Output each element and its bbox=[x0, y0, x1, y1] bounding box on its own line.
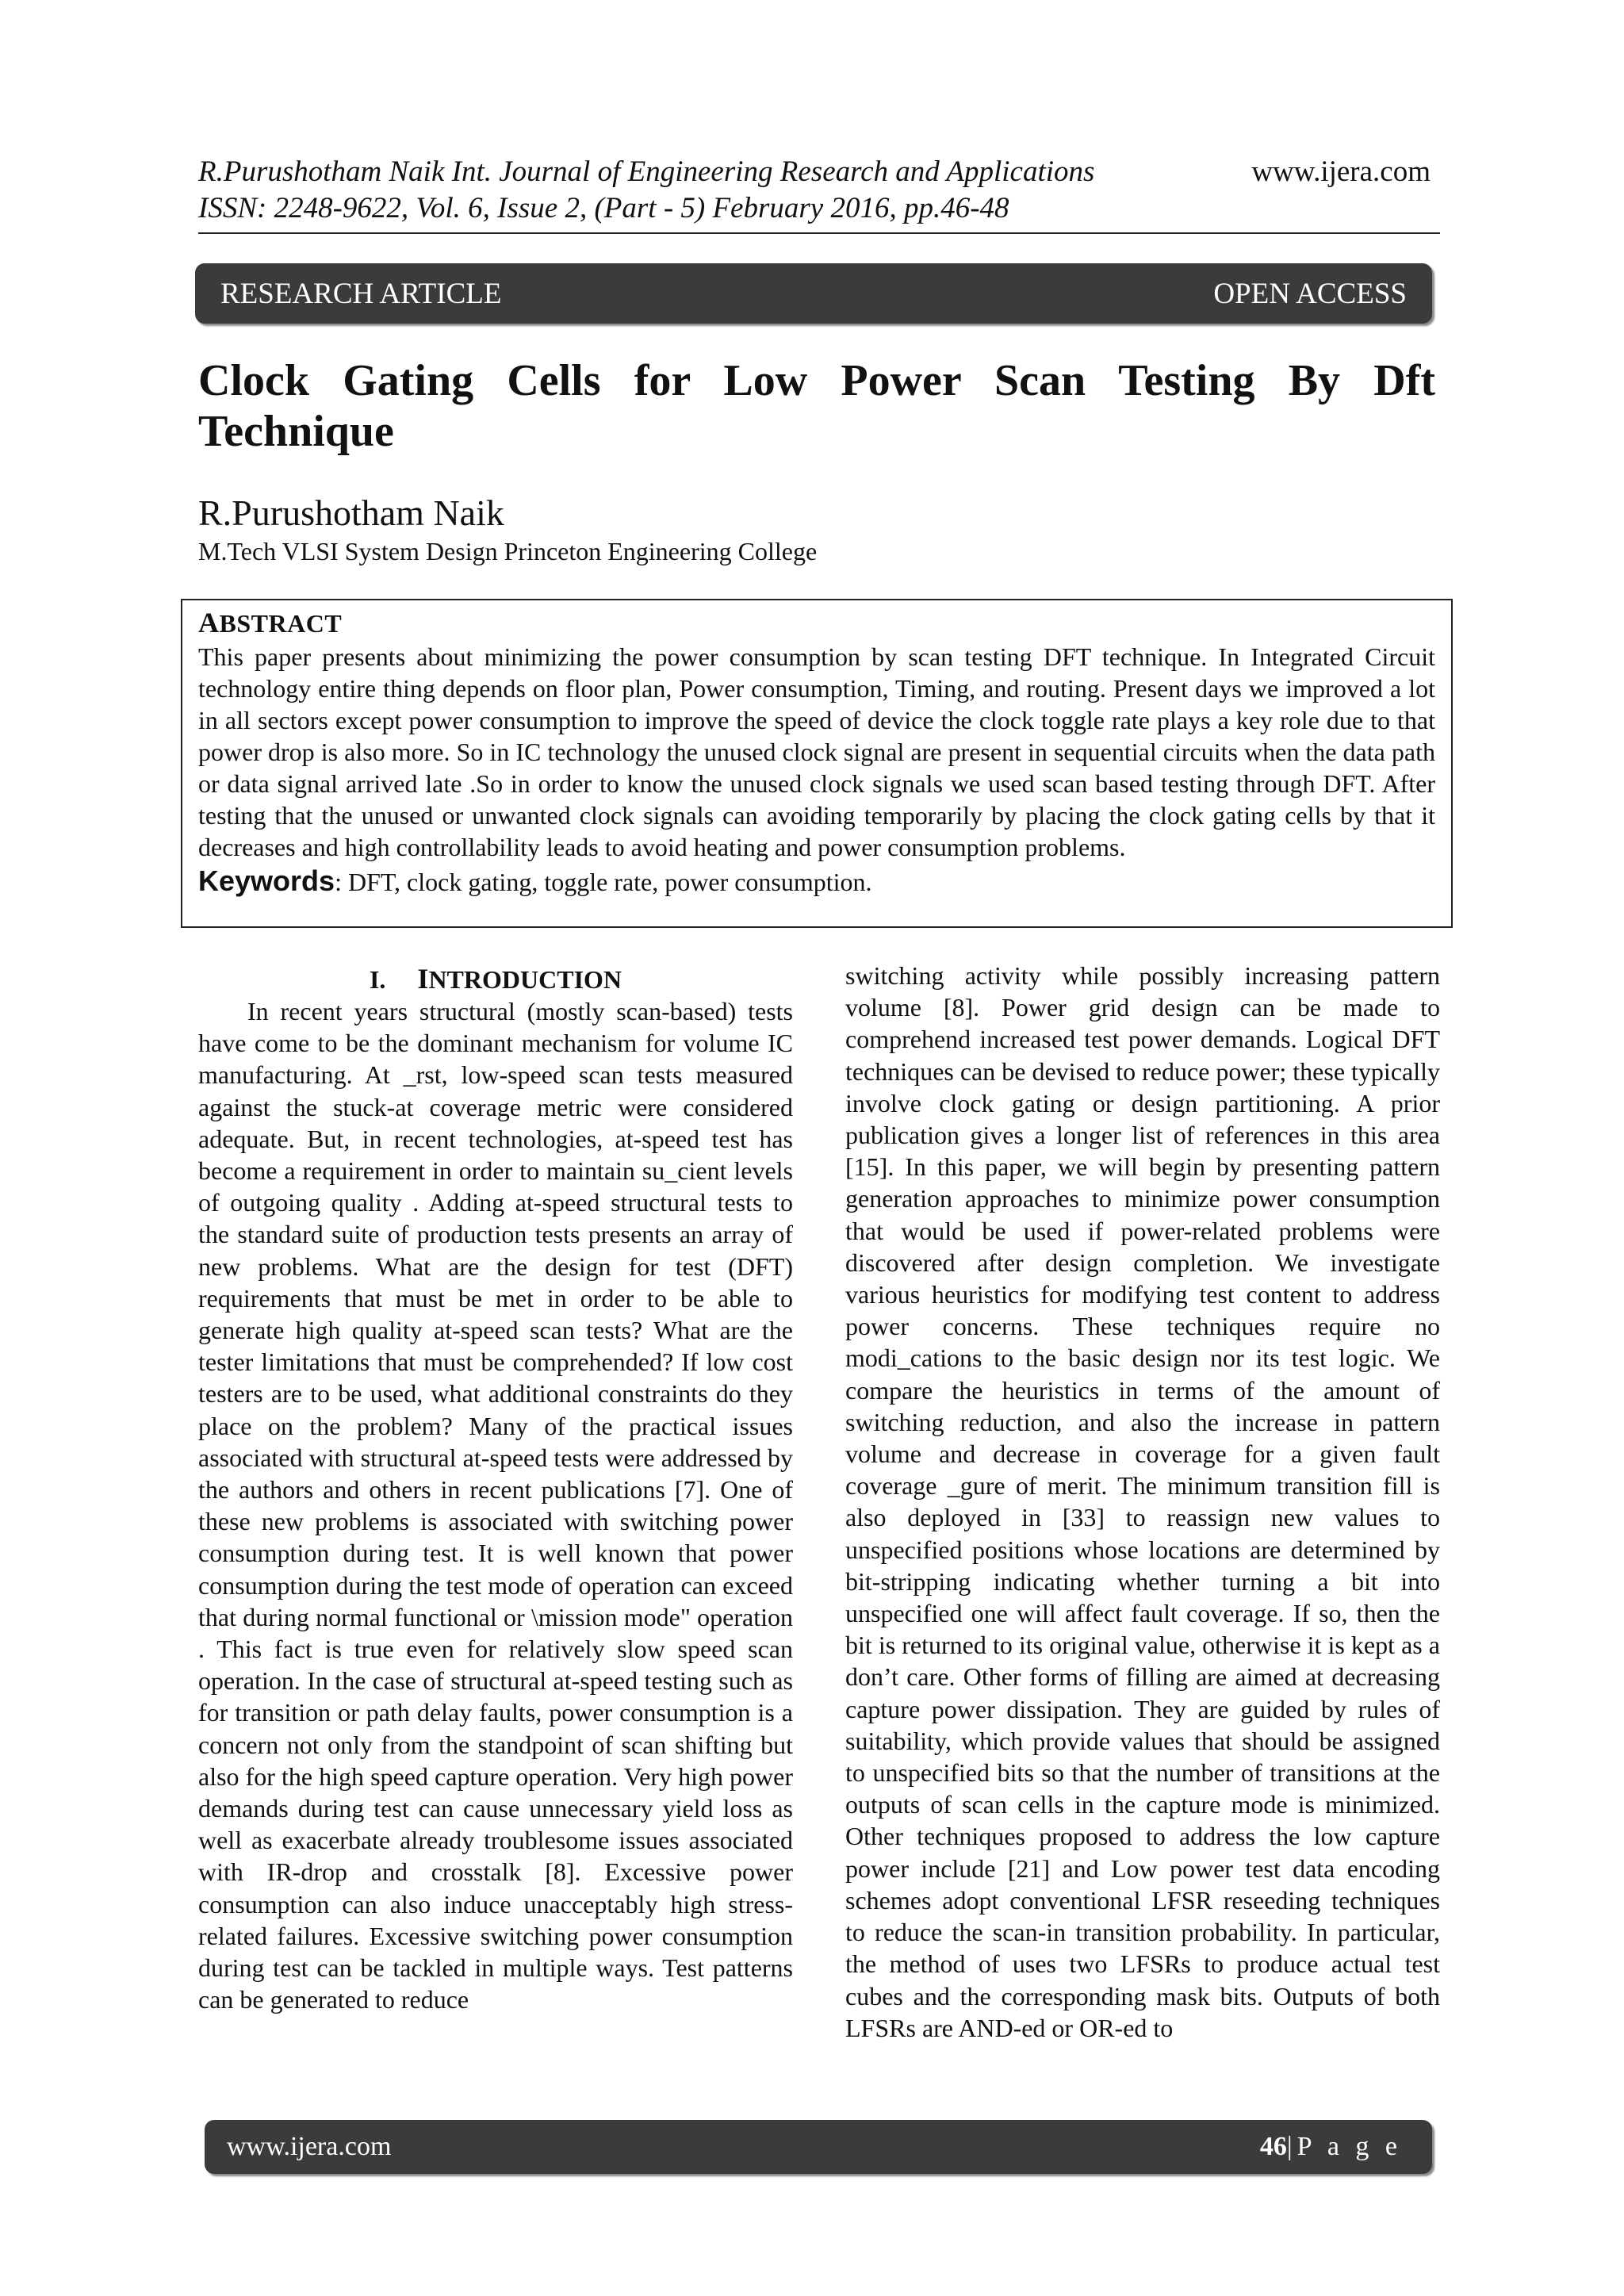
abstract-text: This paper presents about minimizing the power consumption by scan testing DFT technique. In Integrated Circuit technology entire thing depends on floor plan, Power consumption, Timing, and routing. Present days we improved a lot in all sectors except power consumption to improve the speed of device the clock toggle rate plays a key role due to that power drop is also more. So in IC technology the unused clock signal are present in sequential circuits when the data path or data signal arrived late .So in order to know the unused clock signals we used scan based testing through DFT. After testing that the unused or unwanted clock signals can avoiding temporarily by placing the clock gating cells by that it decreases and high controllability leads to avoid heating and power consumption problems. bbox=[198, 642, 1435, 861]
left-column bbox=[198, 960, 793, 2016]
article-type-banner bbox=[195, 263, 1432, 324]
introduction-paragraph-right: switching activity while possibly increasing pattern volume [8]. Power grid design can be made to comprehend increased test power demands. Logical DFT techniques can be devised to reduce power; these typically involve clock gating or design partitioning. A prior publication gives a longer list of references in this area [15]. In this paper, we will begin by presenting pattern generation approaches to minimize power consumption that would be used if power-related problems were discovered after design completion. We investigate various heuristics for modifying test content to address power concerns. These techniques require no modi_cations to the basic design nor its test logic. We compare the heuristics in terms of the amount of switching reduction, and also the increase in pattern volume and decrease in coverage for a given fault coverage _gure of merit. The minimum transition fill is also deployed in [33] to reassign new values to unspecified positions whose locations are determined by bit-stripping indicating whether turning a bit into unspecified one will affect fault coverage. If so, then the bit is returned to its original value, otherwise it is kept as a don’t care. Other forms of filling are aimed at decreasing capture power dissipation. They are guided by rules of suitability, which provide values that should be assigned to unspecified bits so that the number of transitions at the outputs of scan cells in the capture mode is minimized. Other techniques proposed to address the low capture power include [21] and Low power test data encoding schemes adopt conventional LFSR reseeding techniques to reduce the scan-in transition probability. In particular, the method of uses two LFSRs to produce actual test cubes and the corresponding mask bits. Outputs of both LFSRs are AND-ed or OR-ed to bbox=[845, 961, 1440, 2042]
keywords-label: Keywords bbox=[198, 864, 335, 897]
keywords-list: : DFT, clock gating, toggle rate, power consumption. bbox=[335, 868, 872, 896]
abstract-heading: ABSTRACT bbox=[198, 607, 343, 638]
header-website[interactable]: www.ijera.com bbox=[1251, 155, 1431, 188]
keywords-line bbox=[198, 864, 1435, 899]
right-column bbox=[845, 960, 1440, 2044]
article-type-label: RESEARCH ARTICLE bbox=[220, 277, 502, 310]
author-name: R.Purushotham Naik bbox=[198, 493, 504, 533]
page-footer bbox=[205, 2120, 1432, 2174]
running-header bbox=[198, 154, 1094, 227]
abstract-box bbox=[181, 599, 1453, 928]
introduction-paragraph-left: In recent years structural (mostly scan-based) tests have come to be the dominant mechanism for volume IC manufacturing. At _rst, low-speed scan tests measured against the stuck-at coverage metric were considered adequate. But, in recent technologies, at-speed test has become a requirement in order to maintain su_cient levels of outgoing quality . Adding at-speed structural tests to the standard suite of production tests presents an array of new problems. What are the design for test (DFT) requirements that must be met in order to be able to generate high quality at-speed scan tests? What are the tester limitations that must be comprehended? If low cost testers are to be used, what additional constraints do they place on the problem? Many of the practical issues associated with structural at-speed tests were addressed by the authors and others in recent publications [7]. One of these new problems is associated with switching power consumption during test. It is well known that power consumption during the test mode of operation can exceed that during normal functional or \mission mode" operation . This fact is true even for relatively slow speed scan operation. In the case of structural at-speed testing such as for transition or path delay faults, power consumption is a concern not only from the standpoint of scan shifting but also for the high speed capture operation. Very high power demands during test can cause unnecessary yield loss as well as exacerbate already troublesome issues associated with IR-drop and crosstalk [8]. Excessive power consumption can also induce unacceptably high stress-related failures. Excessive switching power consumption during test can be tackled in multiple ways. Test patterns can be generated to reduce bbox=[198, 997, 793, 2014]
paper-title-line2: Technique bbox=[198, 407, 394, 456]
open-access-label: OPEN ACCESS bbox=[1213, 277, 1407, 310]
footer-page-number: 46|P a g e bbox=[1259, 2132, 1402, 2161]
author-affiliation: M.Tech VLSI System Design Princeton Engineering College bbox=[198, 537, 818, 565]
paper-title bbox=[198, 355, 1435, 457]
header-divider bbox=[198, 232, 1440, 234]
section-heading-introduction: I. INTRODUCTION bbox=[369, 963, 622, 995]
section-number: I. bbox=[369, 965, 386, 994]
journal-citation-line1: R.Purushotham Naik Int. Journal of Engineering Research and Applications bbox=[198, 155, 1095, 188]
journal-citation-line2: ISSN: 2248-9622, Vol. 6, Issue 2, (Part - 5) February 2016, pp.46-48 bbox=[198, 192, 1009, 224]
paper-title-line1: Clock Gating Cells for Low Power Scan Testing By Dft bbox=[198, 356, 1435, 405]
footer-website[interactable]: www.ijera.com bbox=[227, 2132, 392, 2161]
